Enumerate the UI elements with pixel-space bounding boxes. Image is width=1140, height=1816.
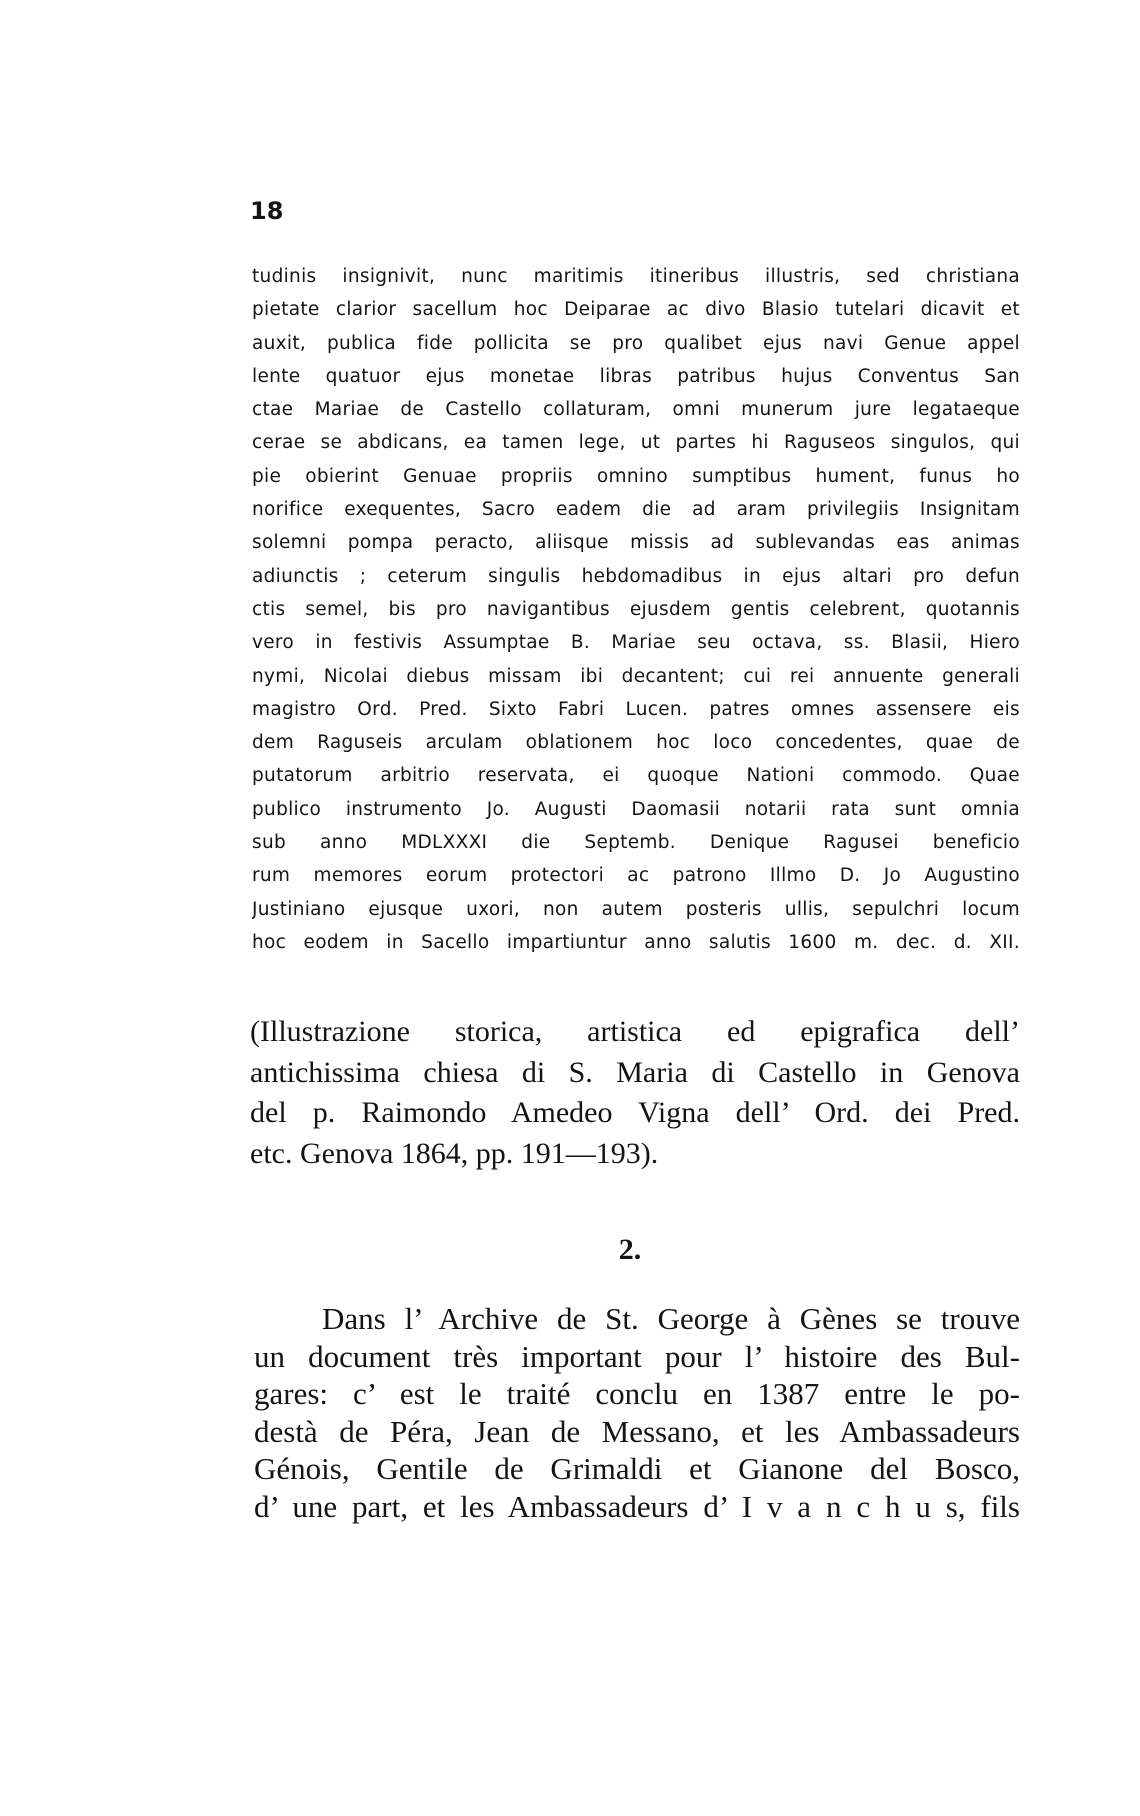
text-line: rum memores eorum protectori ac patrono Illmo D. Jo Augustino	[252, 865, 1020, 887]
text-line: norifice exequentes, Sacro eadem die ad aram privilegiis Insignitam	[252, 499, 1020, 521]
text-line: publico instrumento Jo. Augusti Daomasii notarii rata sunt omnia	[252, 798, 1020, 820]
french-paragraph	[254, 1300, 1020, 1525]
text-line: nymi, Nicolai diebus missam ibi decantent; cui rei annuente generali	[252, 665, 1020, 687]
text-line: gares: c’ est le traité conclu en 1387 entre le po-	[254, 1376, 1020, 1411]
text-line: ctis semel, bis pro navigantibus ejusdem gentis celebrent, quotannis	[252, 598, 1020, 620]
text-line: Justiniano ejusque uxori, non autem posteris ullis, sepulchri locum	[252, 898, 1020, 920]
citation-paragraph	[250, 1012, 1020, 1174]
text-line: ctae Mariae de Castello collaturam, omni munerum jure legataeque	[252, 399, 1020, 421]
section-number: 2.	[618, 1233, 642, 1266]
text-line: putatorum arbitrio reservata, ei quoque Nationi commodo. Quae	[252, 765, 1020, 787]
citation-line: antichissima chiesa di S. Maria di Castello in Genova	[250, 1055, 1020, 1089]
text-line: d’ une part, et les Ambassadeurs d’ I v a n c h u s, fils	[254, 1488, 1020, 1524]
text-line: Génois, Gentile de Grimaldi et Gianone del Bosco,	[254, 1451, 1020, 1486]
text-line: auxit, publica fide pollicita se pro qualibet ejus navi Genue appel	[252, 332, 1020, 354]
text-line: solemni pompa peracto, aliisque missis ad sublevandas eas animas	[252, 532, 1020, 554]
text-line: tudinis insignivit, nunc maritimis itineribus illustris, sed christiana	[252, 266, 1020, 287]
page-number: 18	[250, 197, 284, 225]
text-line: vero in festivis Assumptae B. Mariae seu octava, ss. Blasii, Hiero	[252, 632, 1020, 654]
text-line: dem Raguseis arculam oblationem hoc loco concedentes, quae de	[252, 732, 1020, 754]
citation-line: del p. Raimondo Amedeo Vigna dell’ Ord. dei Pred.	[250, 1096, 1020, 1129]
text-line: lente quatuor ejus monetae libras patribus hujus Conventus San	[252, 365, 1020, 387]
text-line: magistro Ord. Pred. Sixto Fabri Lucen. patres omnes assensere eis	[252, 698, 1020, 720]
text-line: cerae se abdicans, ea tamen lege, ut partes hi Raguseos singulos, qui	[252, 432, 1020, 454]
text-line: un document très important pour l’ histoire des Bul-	[254, 1338, 1020, 1374]
latin-paragraph	[252, 260, 1020, 959]
text-line: sub anno MDLXXXI die Septemb. Denique Ragusei beneficio	[252, 832, 1020, 854]
text-line: Dans l’ Archive de St. George à Gènes se trouve	[322, 1301, 1020, 1336]
citation-line: etc. Genova 1864, pp. 191—193).	[250, 1136, 659, 1170]
text-line: adiunctis ; ceterum singulis hebdomadibus in ejus altari pro defun	[252, 565, 1020, 587]
text-line: pie obierint Genuae propriis omnino sumptibus hument, funus ho	[252, 465, 1020, 487]
text-line: pietate clarior sacellum hoc Deiparae ac divo Blasio tutelari dicavit et	[252, 299, 1020, 321]
citation-line: (Illustrazione storica, artistica ed epigrafica dell’	[250, 1015, 1020, 1048]
text-line: hoc eodem in Sacello impartiuntur anno salutis 1600 m. dec. d. XII.	[252, 931, 1020, 953]
text-line: destà de Péra, Jean de Messano, et les Ambassadeurs	[254, 1413, 1020, 1449]
